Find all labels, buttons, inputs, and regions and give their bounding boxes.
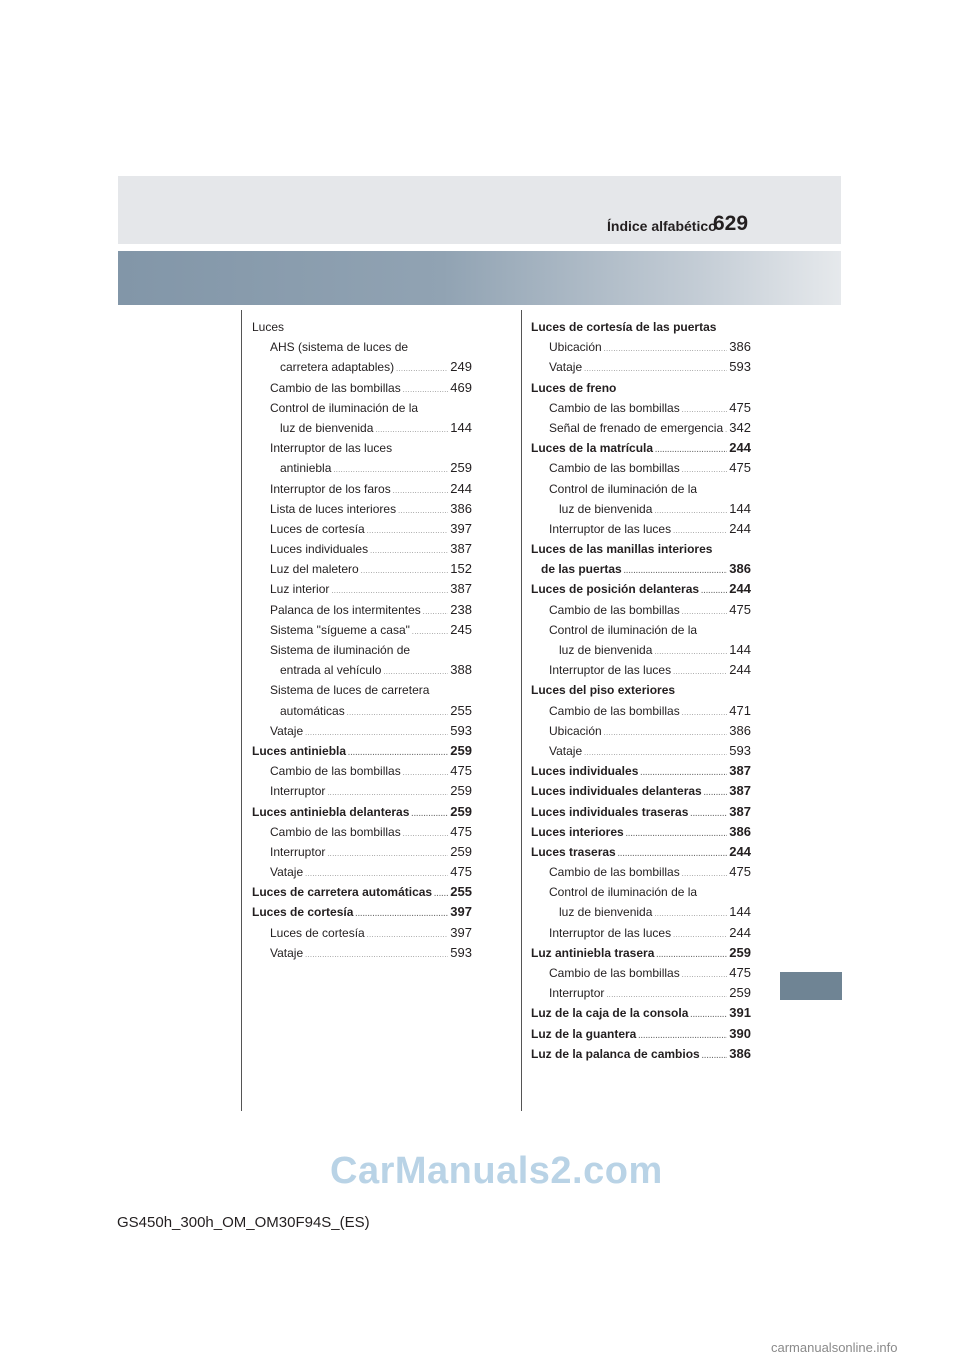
index-entry xyxy=(252,317,472,337)
index-entry-text: Control de iluminación de la xyxy=(549,481,698,496)
dot-leader xyxy=(673,663,727,683)
index-entry-text: Ubicación xyxy=(549,723,602,738)
index-entry xyxy=(531,781,751,801)
index-entry-page: 475 xyxy=(729,965,751,980)
index-entry-page: 386 xyxy=(729,561,751,577)
index-entry xyxy=(531,378,751,398)
index-entry-page: 475 xyxy=(729,601,751,617)
index-entry-page: 475 xyxy=(729,399,751,415)
index-entry-text: Sistema de luces de carretera xyxy=(270,683,430,698)
index-entry xyxy=(531,539,751,559)
index-entry-text: Interruptor de las luces xyxy=(549,663,672,678)
index-entry-page: 386 xyxy=(729,1045,751,1061)
index-entry xyxy=(531,317,751,337)
index-entry-page: 244 xyxy=(729,662,751,678)
index-entry-page: 144 xyxy=(729,904,751,920)
index-entry xyxy=(252,660,472,680)
index-entry-text: Luces xyxy=(252,320,285,334)
dot-leader xyxy=(347,704,449,724)
index-entry-text: Cambio de las bombillas xyxy=(549,400,680,415)
index-entry-page: 144 xyxy=(729,500,751,516)
index-entry-text: Luces de cortesía xyxy=(270,925,365,940)
index-entry xyxy=(252,559,472,579)
index-entry-page: 386 xyxy=(729,823,751,839)
index-entry-text: luz de bienvenida xyxy=(559,643,653,657)
index-entry-page: 475 xyxy=(729,864,751,880)
dot-leader xyxy=(396,360,448,380)
index-entry-page: 244 xyxy=(729,440,751,456)
index-entry-text: Cambio de las bombillas xyxy=(549,966,680,980)
index-entry-text: Luz de la caja de la consola xyxy=(531,1006,689,1021)
dot-leader xyxy=(702,1047,728,1067)
index-entry xyxy=(531,600,751,620)
index-entry-page: 259 xyxy=(450,783,472,799)
index-entry xyxy=(252,640,472,660)
index-entry-text: Vataje xyxy=(549,360,583,375)
index-entry-page: 475 xyxy=(450,823,472,839)
index-entry-text: Cambio de las bombillas xyxy=(270,824,401,839)
index-entry xyxy=(252,822,472,842)
column-rule-left xyxy=(241,310,242,1111)
index-entry-text: luz de bienvenida xyxy=(559,501,653,516)
index-entry-page: 259 xyxy=(450,460,472,476)
index-entry xyxy=(531,479,751,499)
dot-leader xyxy=(690,805,727,825)
index-entry-text: Luces traseras xyxy=(531,844,616,859)
index-entry xyxy=(252,438,472,458)
index-entry-page: 469 xyxy=(450,379,472,395)
dot-leader xyxy=(403,825,449,845)
index-entry xyxy=(252,357,472,377)
index-entry xyxy=(252,802,472,822)
index-entry-text: Cambio de las bombillas xyxy=(549,602,680,617)
index-entry-page: 244 xyxy=(729,581,751,597)
index-entry-page: 386 xyxy=(450,500,472,516)
index-entry-text: Control de iluminación de la xyxy=(549,622,698,637)
dot-leader xyxy=(682,966,728,986)
index-entry-page: 593 xyxy=(729,742,751,758)
index-entry-text: Luz del maletero xyxy=(270,562,359,577)
index-entry xyxy=(252,458,472,478)
index-entry-page: 238 xyxy=(450,601,472,617)
index-entry-page: 471 xyxy=(729,702,751,718)
index-entry xyxy=(252,902,472,922)
dot-leader xyxy=(434,885,448,905)
dot-leader xyxy=(367,926,449,946)
index-entry-text: Luces individuales xyxy=(270,542,369,557)
index-entry-page: 259 xyxy=(729,985,751,1001)
dot-leader xyxy=(412,623,448,643)
index-entry-text: Cambio de las bombillas xyxy=(270,380,401,395)
dot-leader xyxy=(690,1006,727,1026)
watermark-site: carmanualsonline.info xyxy=(771,1340,898,1355)
index-entry-text: Cambio de las bombillas xyxy=(549,461,680,476)
index-entry-text: Luces individuales xyxy=(531,764,639,779)
index-entry-page: 387 xyxy=(729,783,751,799)
index-entry-page: 144 xyxy=(729,642,751,657)
index-entry xyxy=(252,882,472,902)
index-entry xyxy=(252,721,472,741)
index-entry-page: 259 xyxy=(450,843,472,859)
index-entry-text: Luces de posición delanteras xyxy=(531,582,700,597)
index-entry xyxy=(531,902,751,922)
index-column-right xyxy=(531,317,751,1064)
index-entry xyxy=(252,600,472,620)
index-entry xyxy=(531,882,751,902)
index-entry-page: 244 xyxy=(729,520,751,536)
index-entry xyxy=(252,519,472,539)
index-entry-text: de las puertas xyxy=(541,562,622,577)
index-entry-text: Luz antiniebla trasera xyxy=(531,945,655,960)
index-entry-text: luz de bienvenida xyxy=(559,905,653,920)
dot-leader xyxy=(673,926,727,946)
index-entry-page: 593 xyxy=(729,359,751,375)
index-entry xyxy=(531,1024,751,1044)
index-entry-text: Sistema de iluminación de xyxy=(270,643,411,657)
index-entry-text: Luces de cortesía xyxy=(252,905,354,920)
index-entry-text: Señal de frenado de emergencia xyxy=(549,420,724,435)
index-entry-page: 391 xyxy=(729,1005,751,1021)
index-entry-text: Interruptor xyxy=(270,784,326,799)
index-entry-page: 397 xyxy=(450,520,472,536)
index-entry-text: Sistema "sígueme a casa" xyxy=(270,622,410,637)
index-entry-text: Luces interiores xyxy=(531,824,624,839)
index-entry-text: Vataje xyxy=(549,743,583,758)
index-entry-text: luz de bienvenida xyxy=(280,420,374,435)
dot-leader xyxy=(411,805,448,825)
index-entry-text: Interruptor de las luces xyxy=(549,521,672,536)
dot-leader xyxy=(682,704,728,724)
index-entry xyxy=(531,680,751,700)
column-rule-middle xyxy=(521,310,522,1111)
index-entry-page: 386 xyxy=(729,722,751,738)
index-entry-page: 475 xyxy=(729,460,751,476)
index-entry-text: AHS (sistema de luces de xyxy=(270,340,409,355)
index-entry xyxy=(252,398,472,418)
index-entry-text: Luces de freno xyxy=(531,380,617,395)
index-entry xyxy=(531,802,751,822)
chapter-tab xyxy=(780,972,842,1000)
page-number: 629 xyxy=(713,212,749,235)
index-entry-page: 387 xyxy=(729,763,751,779)
index-entry xyxy=(252,499,472,519)
index-entry-page: 390 xyxy=(729,1025,751,1041)
index-entry xyxy=(531,337,751,357)
index-entry-text: Interruptor de los faros xyxy=(270,481,391,496)
index-entry xyxy=(531,499,751,519)
index-entry-text: Luces antiniebla delanteras xyxy=(252,804,410,819)
index-entry-text: Cambio de las bombillas xyxy=(549,865,680,880)
index-entry xyxy=(531,963,751,983)
index-entry xyxy=(252,761,472,781)
index-entry-page: 244 xyxy=(729,843,751,859)
index-entry xyxy=(252,539,472,559)
index-entry-text: Luces individuales traseras xyxy=(531,804,689,819)
dot-leader xyxy=(725,421,727,441)
index-entry-page: 387 xyxy=(450,581,472,597)
page-title: Índice alfabético xyxy=(607,218,717,234)
dot-leader xyxy=(398,502,448,522)
index-entry xyxy=(531,579,751,599)
index-entry-text: Interruptor xyxy=(549,986,605,1001)
index-entry xyxy=(531,660,751,680)
index-entry-text: Luz interior xyxy=(270,582,330,597)
index-entry-page: 397 xyxy=(450,904,472,920)
index-entry-text: Interruptor de las luces xyxy=(270,441,393,456)
index-entry-text: entrada al vehículo xyxy=(280,663,382,678)
index-entry xyxy=(531,620,751,640)
index-entry-text: Cambio de las bombillas xyxy=(270,764,401,779)
index-entry-page: 152 xyxy=(450,561,472,577)
index-entry-page: 386 xyxy=(729,339,751,355)
index-entry xyxy=(531,640,751,660)
dot-leader xyxy=(393,482,449,502)
index-entry xyxy=(252,781,472,801)
index-entry-text: Luces antiniebla xyxy=(252,743,347,758)
index-entry xyxy=(531,1044,751,1064)
dot-leader xyxy=(604,724,728,744)
index-entry-page: 475 xyxy=(450,763,472,779)
index-entry-text: Interruptor de las luces xyxy=(549,925,672,940)
index-entry-page: 387 xyxy=(729,803,751,819)
index-entry-text: Cambio de las bombillas xyxy=(549,703,680,718)
index-entry-text: Control de iluminación de la xyxy=(270,400,419,415)
dot-leader xyxy=(367,522,449,542)
index-entry xyxy=(531,761,751,781)
index-entry-page: 249 xyxy=(450,359,472,375)
index-entry-page: 255 xyxy=(450,702,472,718)
index-entry-text: Control de iluminación de la xyxy=(549,885,698,900)
index-entry xyxy=(531,398,751,418)
dot-leader xyxy=(604,340,728,360)
index-entry-page: 593 xyxy=(450,944,472,960)
index-entry-page: 244 xyxy=(450,480,472,496)
index-entry xyxy=(531,438,751,458)
index-entry xyxy=(252,479,472,499)
watermark-logo: CarManuals2.com xyxy=(330,1150,663,1192)
index-column-left xyxy=(252,317,472,963)
index-entry xyxy=(531,418,751,438)
dot-leader xyxy=(423,603,449,623)
index-entry xyxy=(531,519,751,539)
index-entry xyxy=(252,943,472,963)
index-entry-text: Luces de cortesía de las puertas xyxy=(531,320,717,334)
index-entry xyxy=(531,357,751,377)
dot-leader xyxy=(305,946,448,966)
dot-leader xyxy=(626,825,728,845)
index-entry-text: Palanca de los intermitentes xyxy=(270,602,421,617)
index-entry xyxy=(252,418,472,438)
index-entry-text: Luces del piso exteriores xyxy=(531,683,676,698)
index-entry xyxy=(252,579,472,599)
index-entry-page: 475 xyxy=(450,864,472,880)
index-entry-text: Vataje xyxy=(270,865,304,880)
index-entry xyxy=(531,983,751,1003)
index-entry xyxy=(531,923,751,943)
index-entry-page: 259 xyxy=(729,944,751,960)
index-entry-page: 387 xyxy=(450,541,472,557)
index-entry-text: Lista de luces interiores xyxy=(270,501,397,516)
index-entry xyxy=(531,1003,751,1023)
index-entry xyxy=(531,741,751,761)
index-entry-page: 255 xyxy=(450,884,472,900)
index-entry xyxy=(252,862,472,882)
index-entry-text: Luces individuales delanteras xyxy=(531,784,702,799)
index-entry-text: Luces de cortesía xyxy=(270,521,365,536)
dot-leader xyxy=(403,764,449,784)
index-entry-text: Luz de la guantera xyxy=(531,1026,637,1041)
index-entry-text: antiniebla xyxy=(280,461,332,476)
index-entry-page: 144 xyxy=(450,419,472,435)
index-entry xyxy=(252,842,472,862)
index-entry-text: automáticas xyxy=(280,703,345,718)
dot-leader xyxy=(355,905,448,925)
index-entry xyxy=(252,620,472,640)
index-entry-page: 259 xyxy=(450,742,472,758)
dot-leader xyxy=(701,582,727,602)
index-entry xyxy=(252,680,472,700)
dot-leader xyxy=(361,562,449,582)
index-entry xyxy=(531,559,751,579)
index-entry xyxy=(531,842,751,862)
document-code: GS450h_300h_OM_OM30F94S_(ES) xyxy=(117,1214,370,1231)
index-entry-page: 259 xyxy=(450,803,472,819)
index-entry-text: Interruptor xyxy=(270,844,326,859)
dot-leader xyxy=(327,845,448,865)
index-entry xyxy=(252,701,472,721)
index-entry-text: Luces de carretera automáticas xyxy=(252,885,433,900)
index-entry-text: Vataje xyxy=(270,723,304,738)
index-entry xyxy=(252,337,472,357)
index-entry xyxy=(531,862,751,882)
dot-leader xyxy=(370,542,448,562)
index-entry-page: 397 xyxy=(450,924,472,940)
section-band xyxy=(118,251,841,305)
index-entry xyxy=(531,701,751,721)
index-entry-page: 244 xyxy=(729,924,751,940)
index-entry-page: 593 xyxy=(450,722,472,738)
index-entry-text: Ubicación xyxy=(549,340,602,355)
index-entry xyxy=(531,822,751,842)
index-entry xyxy=(531,458,751,478)
index-entry xyxy=(531,721,751,741)
index-entry xyxy=(252,378,472,398)
index-entry-text: Vataje xyxy=(270,945,304,960)
index-entry-text: Luces de la matrícula xyxy=(531,441,654,456)
index-entry-text: Luz de la palanca de cambios xyxy=(531,1046,700,1061)
index-entry xyxy=(531,943,751,963)
index-entry xyxy=(252,741,472,761)
index-entry-page: 245 xyxy=(450,621,472,637)
dot-leader xyxy=(704,784,728,804)
index-entry-page: 388 xyxy=(450,662,472,678)
index-entry-text: Luces de las manillas interiores xyxy=(531,542,713,557)
index-entry-page: 342 xyxy=(729,419,751,435)
index-entry-text: carretera adaptables) xyxy=(280,360,395,375)
index-entry xyxy=(252,923,472,943)
